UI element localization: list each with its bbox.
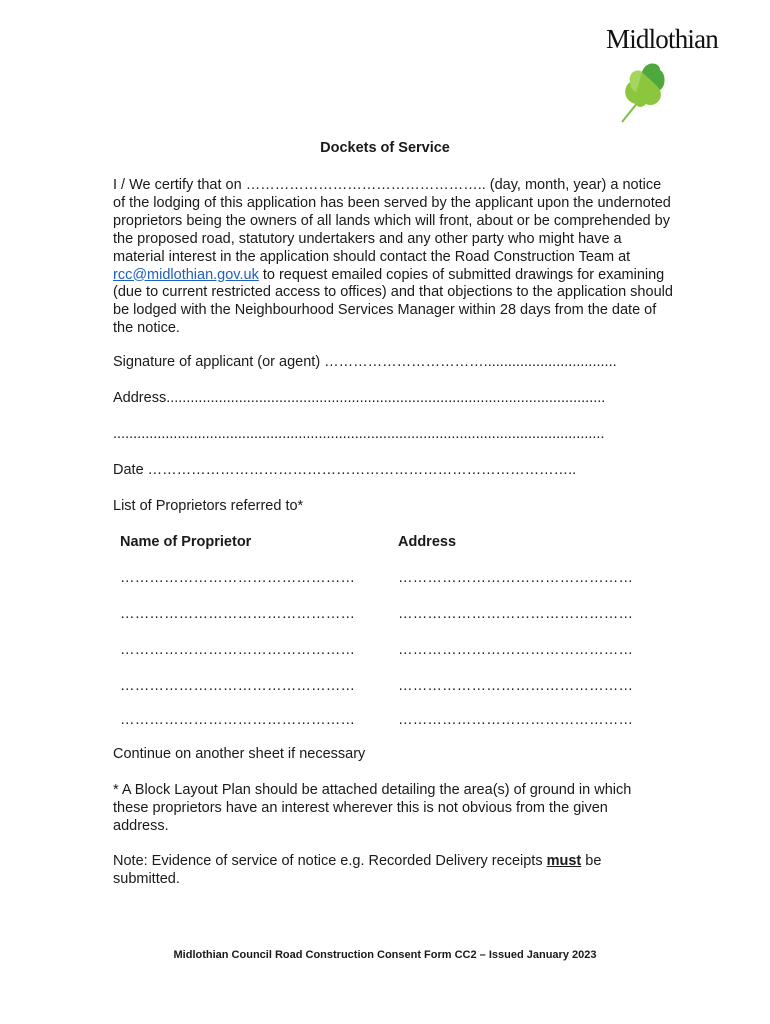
column-header-name: Name of Proprietor [120,534,252,550]
certification-text: I / We certify that on ………………………………………….. (day, month, year) a notice of the lodging of this application has been served by the applicant upon the undernoted proprietors being the owners of all lands which will front, about or be comprehended by the proposed road, statutory undertakers and any other party who might have a material interest in the application should contact the Road Construction Team at [113,177,671,265]
address-line-1[interactable]: Address............................................................................................................. [113,390,606,406]
date-line[interactable]: Date …………………………………………………………………………….. [113,462,577,478]
name-field[interactable]: ………………………………………… [120,712,356,728]
note-emphasis: must [546,853,582,869]
address-field[interactable]: ………………………………………… [398,712,634,728]
signature-line[interactable]: Signature of applicant (or agent) ……………………………................................. [113,354,617,370]
email-link[interactable]: rcc@midlothian.gov.uk [113,266,259,283]
address-field[interactable]: ………………………………………… [398,642,634,658]
name-field[interactable]: ………………………………………… [120,606,356,622]
continue-note: Continue on another sheet if necessary [113,746,366,762]
certification-paragraph [113,177,673,338]
logo-text: Midlothian [606,24,718,54]
evidence-note [113,853,653,889]
footer-text: Midlothian Council Road Construction Consent Form CC2 – Issued January 2023 [173,949,597,961]
address-line-2[interactable]: .......................................................................................................................... [113,426,605,442]
list-heading: List of Proprietors referred to* [113,498,304,514]
leaf-logo-icon [620,58,666,124]
note-text-end: be submitted. [113,853,602,887]
name-field[interactable]: ………………………………………… [120,570,356,586]
address-field[interactable]: ………………………………………… [398,678,634,694]
note-text: Note: Evidence of service of notice e.g. Recorded Delivery receipts [113,853,543,869]
block-layout-note: * A Block Layout Plan should be attached detailing the area(s) of ground in which these proprietors have an interest wherever this is not obvious from the given address. [113,782,632,834]
name-field[interactable]: ………………………………………… [120,678,356,694]
certification-text-end: to request emailed copies of submitted drawings for examining (due to current restricted access to offices) and that objections to the application should be lodged with the Neighbourhood Services Manager within 28 days from the date of the notice. [113,266,673,337]
name-field[interactable]: ………………………………………… [120,642,356,658]
column-header-address: Address [398,534,457,550]
page-title: Dockets of Service [320,140,450,156]
address-field[interactable]: ………………………………………… [398,570,634,586]
address-field[interactable]: ………………………………………… [398,606,634,622]
